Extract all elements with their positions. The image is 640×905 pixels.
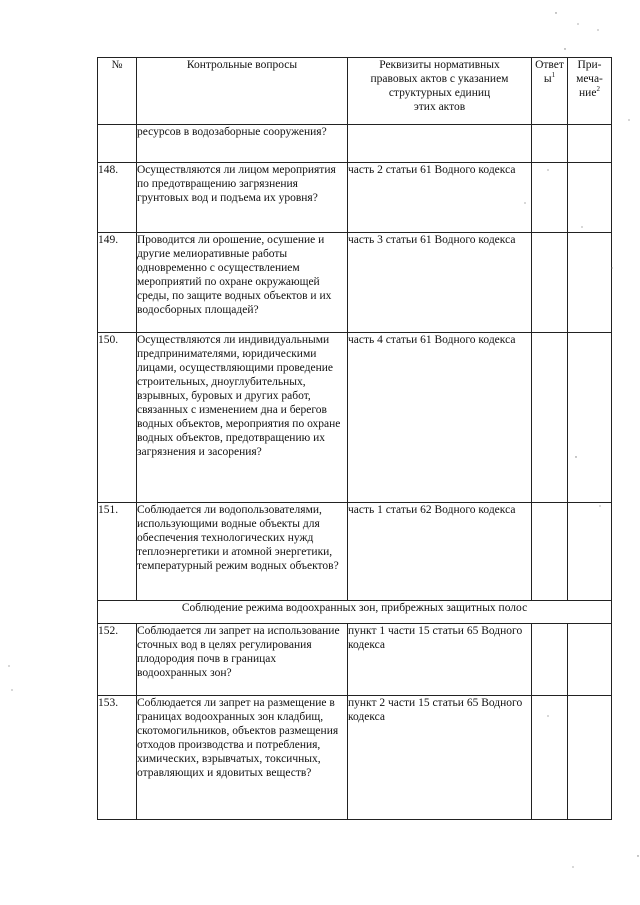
row-requisites: пункт 1 части 15 статьи 65 Водного кодекса [348,624,532,696]
table-row [98,624,612,696]
table-row [98,163,612,233]
row-question: ресурсов в водозаборные сооружения? [137,125,348,163]
row-answer-cell [532,503,568,601]
header-questions: Контрольные вопросы [137,58,348,125]
row-answer-cell [532,163,568,233]
row-requisites: часть 2 статьи 61 Водного кодекса [348,163,532,233]
header-num: № [98,58,137,125]
row-note-cell [568,696,612,820]
row-question: Осуществляются ли индивидуальными предпринимателями, юридическими лицами, осуществляющими проведение строительных, дноуглубительных, взрывных, буровых и других работ, связанных с изменением дна и берегов водных объектов, мероприятия по охране водных объектов, предотвращению их загрязнения и засорения? [137,333,348,503]
row-number: 153. [98,696,137,820]
row-note-cell [568,233,612,333]
row-number: 152. [98,624,137,696]
row-answer-cell [532,696,568,820]
row-question: Соблюдается ли водопользователями, использующими водные объекты для обеспечения технологических нужд теплоэнергетики и атомной энергетики, температурный режим водных объектов? [137,503,348,601]
row-answer-cell [532,333,568,503]
row-requisites: часть 1 статьи 62 Водного кодекса [348,503,532,601]
row-note-cell [568,163,612,233]
row-question: Проводится ли орошение, осушение и другие мелиоративные работы одновременно с осуществлением мероприятий по охране окружающей среды, по защите водных объектов и их водосборных площадей? [137,233,348,333]
control-questions-table [97,57,612,820]
row-answer-cell [532,125,568,163]
row-question: Осуществляются ли лицом мероприятия по предотвращению загрязнения грунтовых вод и подъема их уровня? [137,163,348,233]
row-answer-cell [532,624,568,696]
row-requisites [348,125,532,163]
row-requisites: часть 4 статьи 61 Водного кодекса [348,333,532,503]
section-row [98,601,612,624]
row-answer-cell [532,233,568,333]
row-note-cell [568,333,612,503]
header-note: При- меча- ние$^2$ [568,58,612,125]
row-number: 151. [98,503,137,601]
header-answer: Ответ $ы^1$ [532,58,568,125]
row-number [98,125,137,163]
header-requisites: Реквизиты нормативных правовых актов с указанием структурных единиц этих актов [348,58,532,125]
row-note-cell [568,624,612,696]
row-note-cell [568,125,612,163]
table-header-row [98,58,612,125]
row-question: Соблюдается ли запрет на использование сточных вод в целях регулирования плодородия почв в границах водоохранных зон? [137,624,348,696]
table-row [98,233,612,333]
row-requisites: часть 3 статьи 61 Водного кодекса [348,233,532,333]
table-row [98,503,612,601]
row-number: 150. [98,333,137,503]
row-question: Соблюдается ли запрет на размещение в границах водоохранных зон кладбищ, скотомогильников, объектов размещения отходов производства и потребления, химических, взрывчатых, токсичных, отравляющих и ядовитых веществ? [137,696,348,820]
row-requisites: пункт 2 части 15 статьи 65 Водного кодекса [348,696,532,820]
table-row [98,333,612,503]
row-number: 149. [98,233,137,333]
section-title: Соблюдение режима водоохранных зон, прибрежных защитных полос [98,601,612,624]
table-row [98,696,612,820]
row-note-cell [568,503,612,601]
table-row [98,125,612,163]
row-number: 148. [98,163,137,233]
